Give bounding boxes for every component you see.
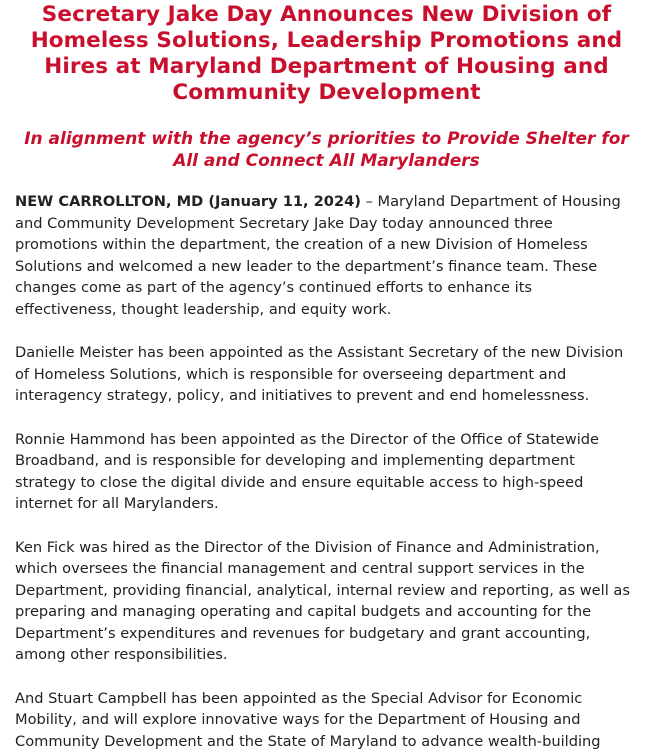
paragraph-ken-fick: Ken Fick was hired as the Director of the Division of Finance and Administration, which oversees the financial management and central support services in the Department, providing financial, analytical, internal review and reporting, as well as preparing and managing operating and capital budgets and accounting for the Department’s expenditures and revenues for budgetary and grant accounting, among other responsibilities. — [15, 538, 630, 664]
paragraph-danielle-meister: Danielle Meister has been appointed as the Assistant Secretary of the new Division of Homeless Solutions, which is responsible for overseeing department and interagency strategy, policy, and initiatives to prevent and end homelessness. — [15, 344, 624, 405]
headline: Secretary Jake Day Announces New Division of Homeless Solutions, Leadership Promotions and Hires at Maryland Department of Housing and Community Development — [30, 2, 623, 105]
lead-paragraph — [15, 191, 638, 321]
paragraph-stuart-campbell: And Stuart Campbell has been appointed as the Special Advisor for Economic Mobility, and will explore innovative ways for the Department of Housing and Community Development and the State of Maryland to advance wealth-building — [15, 689, 601, 750]
paragraph-ronnie-hammond: Ronnie Hammond has been appointed as the Director of the Office of Statewide Broadband, and is responsible for developing and implementing department strategy to close the digital divide and ensure equitable access to high-speed internet for all Marylanders. — [15, 430, 599, 513]
article-body — [15, 191, 638, 752]
lead-paragraph-text: – Maryland Department of Housing and Community Development Secretary Jake Day today announced three promotions within the department, the creation of a new Division of Homeless Solutions and welcomed a new leader to the department’s finance team. These changes come as part of the agency’s continued efforts to enhance its effectiveness, thought leadership, and equity work. — [15, 193, 621, 318]
subheadline: In alignment with the agency’s priorities to Provide Shelter for All and Connect All Marylanders — [24, 129, 629, 171]
dateline: NEW CARROLLTON, MD (January 11, 2024) — [15, 193, 361, 210]
press-release-page — [0, 2, 653, 750]
